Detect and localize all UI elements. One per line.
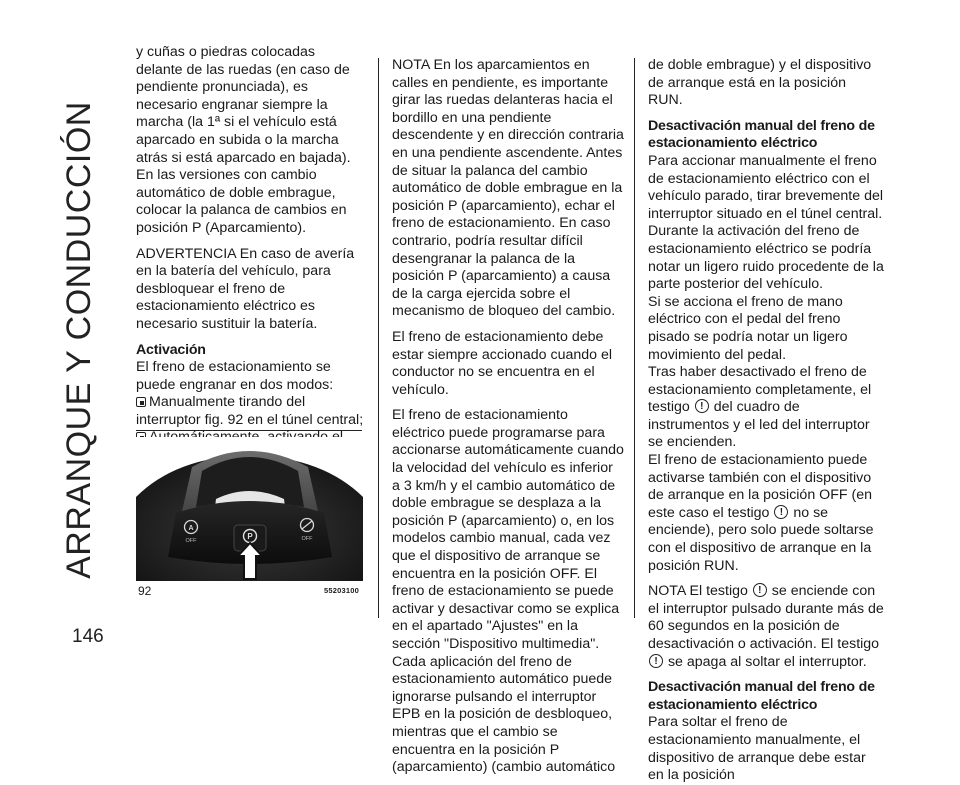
text-column-3 [648, 57, 884, 785]
note-paragraph: NOTA En los aparcamientos en calles en pendiente, es importante girar las ruedas delanteras hacia el bordillo en una pendiente descendente y en dirección contraria en una pendiente ascendente. Antes de situar la palanca del cambio automático de doble embrague en la posición P (aparcamiento), echar el freno de estacionamiento. En caso contrario, podría resultar difícil desengranar la palanca de la posición P (aparcamiento) a causa de la carga ejercida sobre el mecanismo de bloqueo del cambio. [392, 57, 624, 320]
chapter-title: ARRANQUE Y CONDUCCIÓN [60, 101, 98, 579]
column-separator [378, 58, 379, 618]
page-number: 146 [72, 626, 104, 647]
figure-number: 92 [138, 584, 152, 598]
svg-text:A: A [188, 525, 194, 532]
note-paragraph [648, 583, 884, 671]
figure-92-parking-brake-switch [136, 437, 363, 581]
text-span: NOTA El testigo [648, 583, 748, 600]
section-heading: Desactivación manual del freno de estacionamiento eléctrico [648, 679, 875, 713]
paragraph: Si se acciona el freno de mano eléctrico con el pedal del freno pisado se podría notar un ligero movimiento del pedal. [648, 293, 848, 363]
paragraph: de doble embrague) y el dispositivo de arranque está en la posición RUN. [648, 57, 872, 109]
text-column-2 [392, 57, 624, 785]
paragraph: Cada aplicación del freno de estacionamiento automático puede ignorarse pulsando el interruptor EPB en la posición de desbloqueo, mientras que el cambio se encuentra en la posición P (aparcamiento) (cambio automático [392, 653, 616, 776]
text-span: del cuadro de instrumentos y el led del interruptor se encienden. [648, 399, 870, 451]
brake-warning-icon [649, 654, 663, 668]
figure-divider [136, 430, 362, 431]
brake-warning-icon [753, 583, 767, 597]
warning-paragraph: ADVERTENCIA En caso de avería en la batería del vehículo, para desbloquear el freno de estacionamiento eléctrico es necesario sustituir la batería. [136, 245, 355, 332]
list-item-text: Manualmente tirando del interruptor fig. 92 en el túnel central; [136, 394, 364, 428]
text-span: no se enciende), pero solo puede soltarse con el dispositivo de arranque en la posición RUN. [648, 504, 874, 574]
brake-warning-icon [774, 505, 788, 519]
off-label: OFF [185, 538, 197, 544]
column-separator [634, 58, 635, 618]
text-span: se enciende con el interruptor pulsado durante más de 60 segundos en la posición de desactivación o activación. El testigo [648, 583, 884, 652]
text-span: se apaga al soltar el interruptor. [667, 653, 867, 670]
paragraph: Para soltar el freno de estacionamiento manualmente, el dispositivo de arranque debe estar en la posición [648, 714, 866, 784]
paragraph: El freno de estacionamiento debe estar siempre accionado cuando el conductor no se encuentra en el vehículo. [392, 328, 613, 398]
paragraph: Para accionar manualmente el freno de estacionamiento eléctrico con el vehículo parado, tirar brevemente del interruptor situado en el túnel central. [648, 152, 884, 222]
figure-code: 55203100 [324, 586, 359, 595]
paragraph: El freno de estacionamiento se puede engranar en dos modos: [136, 359, 334, 393]
paragraph [648, 364, 884, 452]
brake-warning-icon [695, 399, 709, 413]
section-heading: Desactivación manual del freno de estacionamiento eléctrico [648, 117, 875, 152]
paragraph: El freno de estacionamiento eléctrico puede programarse para accionarse automáticamente cuando la velocidad del vehículo es inferior a 3 km/h y el cambio automático de doble embrague se desplaza a la posición P (aparcamiento) o, en los modelos cambio manual, cada vez que el dispositivo de arranque se encuentra en la posición OFF. El freno de estacionamiento se puede activar y desactivar como se explica en el apartado "Ajustes" en la sección "Dispositivo multimedia". [392, 407, 624, 652]
bullet-icon [136, 397, 146, 407]
off-label: OFF [301, 536, 313, 542]
text-span: El freno de estacionamiento puede activarse también con el dispositivo de arranque en la posición OFF (en este caso el testigo [648, 452, 872, 521]
paragraph [648, 452, 884, 575]
text-span: Tras haber desactivado el freno de estacionamiento completamente, el testigo [648, 364, 872, 416]
section-heading-activacion: Activación [136, 341, 206, 358]
paragraph: Durante la activación del freno de estacionamiento eléctrico se podría notar un ligero ruido procedente de la parte posterior del vehículo. [648, 223, 884, 293]
parking-label: P [247, 532, 253, 541]
paragraph: y cuñas o piedras colocadas delante de las ruedas (en caso de pendiente pronunciada), es necesario engranar siempre la marcha (la 1ª si el vehículo está aparcado en subida o la marcha atrás si está aparcado en bajada). En las versiones con cambio automático de doble embrague, colocar la palanca de cambios en posición P (Aparcamiento). [136, 44, 351, 236]
list-item [136, 394, 364, 429]
